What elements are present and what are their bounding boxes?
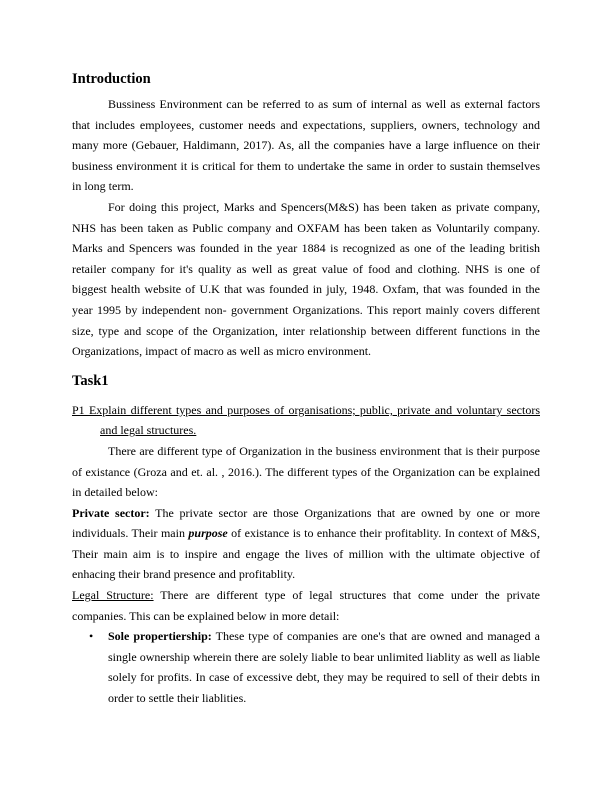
p1-body: There are different type of Organization in the business environment that is their purpose of existance (Groza and et. al. , 2016.). The different types of the Organization can be explained in detailed below: (72, 443, 540, 500)
private-sector-text-a: The private sector are those Organizations that are owned by one or more individuals. Their main (72, 505, 540, 541)
private-sector-label: Private sector: (72, 505, 150, 520)
bullet-1-paragraph (108, 626, 540, 708)
private-sector-paragraph (72, 503, 540, 585)
p1-title (72, 400, 540, 441)
introduction-paragraph-1: Bussiness Environment can be referred to as sum of internal as well as external factors that includes employees, customer needs and expectations, suppliers, owners, technology and many more (Gebauer, Haldimann, 2017). As, all the companies have a large influence on their business environment it is critical for them to undertake the same in order to sustain themselves in long term. (72, 97, 540, 194)
list-item (72, 626, 540, 708)
sole-proprietorship-label: Sole propertiership: (108, 629, 212, 644)
task1-heading: Task1 (72, 372, 109, 389)
legal-structure-text: There are different type of legal structures that come under the private companies. This can be explained below in more detail: (72, 588, 540, 623)
introduction-heading: Introduction (72, 71, 151, 87)
legal-structure-label: Legal Structure: (72, 588, 154, 603)
private-sector-text-b: of existance is to enhance their profitablity. In context of M&S, Their main aim is to inspire and engage the lives of million with the ultimate objective of enhacing their brand presence and profitablity. (72, 526, 540, 582)
purpose-emphasis: purpose (188, 526, 228, 541)
p1-title-text: P1 Explain different types and purposes of organisations; public, private and voluntary sectors and legal structures. (72, 402, 540, 438)
bullet-icon: • (89, 629, 94, 644)
page-content (72, 70, 540, 709)
legal-structure-paragraph (72, 585, 540, 626)
introduction-paragraph-2: For doing this project, Marks and Spencers(M&S) has been taken as private company, NHS has been taken as Public company and OXFAM has been taken as Voluntarily company. Marks and Spencers was founded in the year 1884 is recognized as one of the leading british retailer company for it's quality as well as great value of food and clothing. NHS is one of biggest health website of U.K that was founded in july, 1948. Oxfam, that was founded in the year 1995 by independent non- government Organizations. This report mainly covers different size, type and scope of the Organization, inter relationship between different functions in the Organizations, impact of macro as well as micro environment. (72, 199, 540, 359)
sole-proprietorship-text: These type of companies are one's that are owned and managed a single ownership wherein there are solely liable to bear unlimited liablity as well as liable solely for profits. In case of excessive debt, they may be required to sell of their debts in order to settle their liablities. (108, 629, 540, 706)
